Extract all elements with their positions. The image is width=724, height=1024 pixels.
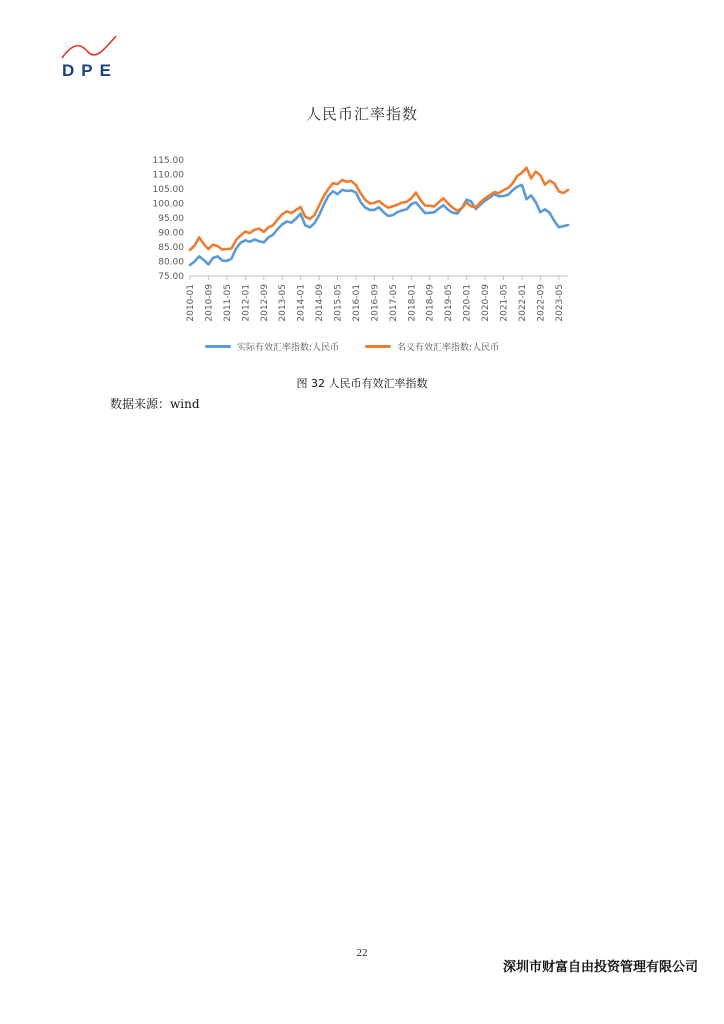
y-tick-label: 90.00 <box>158 228 184 239</box>
y-tick-label: 85.00 <box>158 243 184 253</box>
x-tick-label: 2022-01 <box>517 284 528 322</box>
legend-label-nominal: 名义有效汇率指数:人民币 <box>397 343 500 353</box>
chart-title: 人民币汇率指数 <box>305 105 418 123</box>
x-tick-label: 2013-05 <box>278 284 289 322</box>
y-tick-label: 100.00 <box>152 199 184 210</box>
y-tick-label: 75.00 <box>158 272 184 282</box>
y-tick-label: 95.00 <box>158 214 184 224</box>
figure-caption: 图 32 人民币有效汇率指数 <box>296 377 428 390</box>
y-tick-label: 105.00 <box>152 185 184 195</box>
x-tick-label: 2014-09 <box>315 284 326 322</box>
data-source: 数据来源：wind <box>110 397 200 411</box>
y-axis-ticks <box>153 156 185 282</box>
x-tick-label: 2010-09 <box>204 284 215 322</box>
x-tick-label: 2018-01 <box>407 284 418 322</box>
series-lines <box>190 168 568 265</box>
x-tick-label: 2019-05 <box>444 284 455 322</box>
x-tick-label: 2021-05 <box>499 284 510 322</box>
legend-swatch-real <box>205 345 231 348</box>
y-tick-label: 80.00 <box>158 257 184 268</box>
page-number: 22 <box>356 947 368 959</box>
x-tick-label: 2020-09 <box>481 284 492 322</box>
x-tick-label: 2018-09 <box>425 284 436 322</box>
x-axis-ticks <box>186 276 565 322</box>
x-tick-label: 2014-01 <box>296 284 307 322</box>
chart-legend <box>205 340 499 353</box>
x-tick-label: 2016-01 <box>351 284 362 322</box>
x-tick-label: 2015-05 <box>333 284 344 322</box>
dpe-logo-text: DPE <box>62 61 118 80</box>
company-name: 深圳市财富自由投资管理有限公司 <box>502 960 698 975</box>
x-tick-label: 2012-01 <box>241 284 252 322</box>
legend-item-real <box>205 340 339 353</box>
x-tick-label: 2016-09 <box>370 284 381 322</box>
legend-swatch-nominal <box>365 345 391 348</box>
y-tick-label: 115.00 <box>152 156 184 166</box>
x-tick-label: 2022-09 <box>536 284 547 322</box>
x-tick-label: 2017-05 <box>388 284 399 322</box>
legend-item-nominal <box>365 340 499 353</box>
line-chart <box>140 140 580 330</box>
y-tick-label: 110.00 <box>152 170 184 181</box>
legend-label-real: 实际有效汇率指数:人民币 <box>237 343 340 353</box>
x-tick-label: 2023-05 <box>554 284 565 322</box>
x-tick-label: 2011-05 <box>222 284 233 322</box>
x-tick-label: 2020-01 <box>462 284 473 322</box>
x-tick-label: 2010-01 <box>186 284 196 322</box>
series-line-real <box>190 185 568 265</box>
x-tick-label: 2012-09 <box>259 284 270 322</box>
